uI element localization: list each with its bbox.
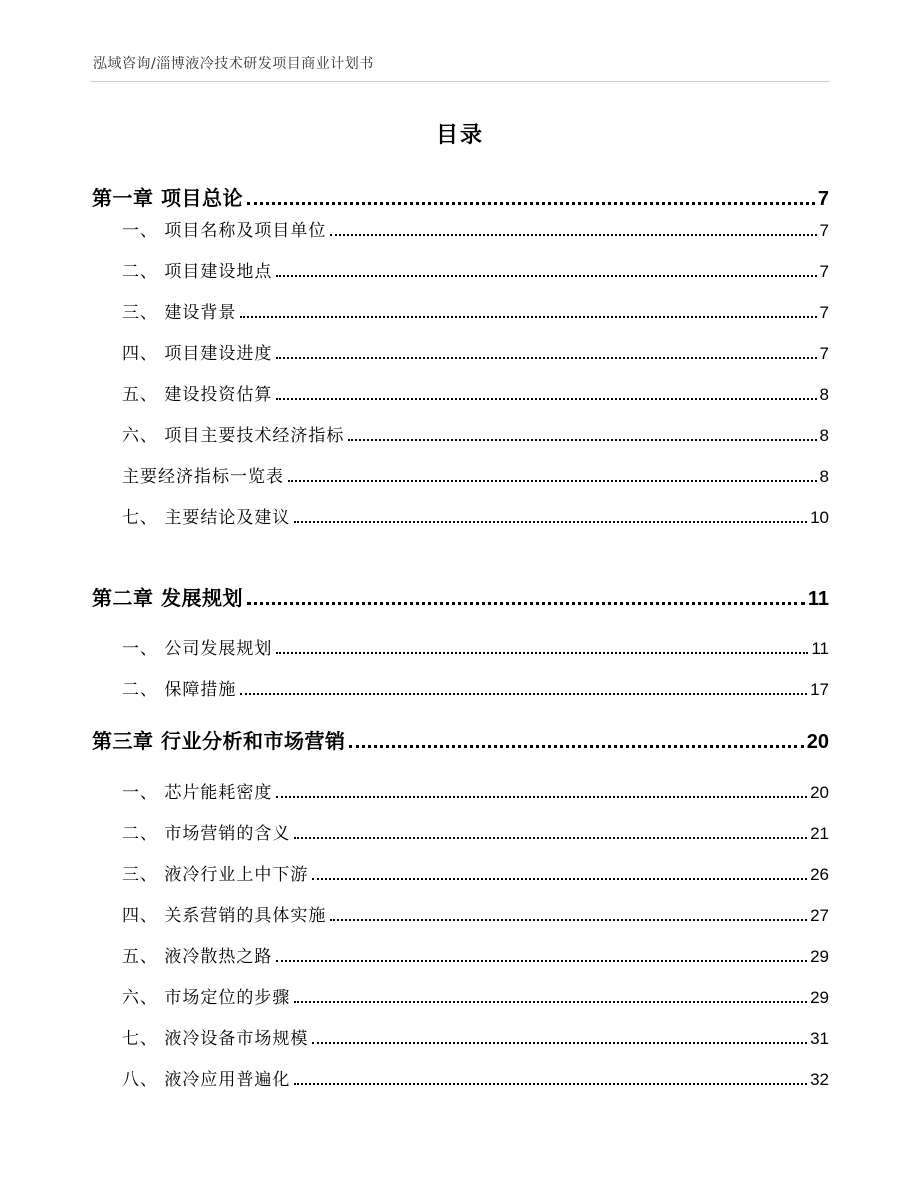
dot-leader xyxy=(288,480,817,482)
toc-entry-label: 七、 主要结论及建议 xyxy=(122,508,291,528)
toc-entry-label: 第二章 发展规划 xyxy=(92,586,243,610)
toc-section-3-7[interactable] xyxy=(92,1025,829,1049)
toc-section-1-3[interactable] xyxy=(92,299,829,323)
toc-entry-label: 四、 项目建设进度 xyxy=(122,344,273,364)
toc-section-1-2[interactable] xyxy=(92,258,829,282)
toc-section-3-3[interactable] xyxy=(92,861,829,885)
toc-entry-label: 第一章 项目总论 xyxy=(92,186,243,210)
dot-leader xyxy=(312,1042,807,1044)
toc-section-1-7[interactable] xyxy=(92,504,829,528)
toc-page-number: 8 xyxy=(819,467,829,486)
toc-page-number: 10 xyxy=(810,508,829,527)
toc-page-number: 17 xyxy=(810,680,829,699)
toc-page-number: 27 xyxy=(810,906,829,925)
dot-leader xyxy=(330,234,816,236)
dot-leader xyxy=(247,602,805,605)
toc-entry-label: 五、 液冷散热之路 xyxy=(122,947,273,967)
dot-leader xyxy=(276,652,808,654)
toc-page-number: 20 xyxy=(806,731,829,753)
toc-chapter-1[interactable] xyxy=(92,183,829,211)
dot-leader xyxy=(330,919,807,921)
dot-leader xyxy=(348,439,816,441)
toc-entry-label: 一、 芯片能耗密度 xyxy=(122,783,273,803)
dot-leader xyxy=(276,357,816,359)
dot-leader xyxy=(240,316,816,318)
toc-page-number: 7 xyxy=(819,303,829,322)
toc-page-number: 32 xyxy=(810,1070,829,1089)
toc-section-3-4[interactable] xyxy=(92,902,829,926)
toc-entry-label: 七、 液冷设备市场规模 xyxy=(122,1029,309,1049)
dot-leader xyxy=(349,745,803,748)
toc-entry-label: 第三章 行业分析和市场营销 xyxy=(92,729,346,753)
dot-leader xyxy=(276,796,807,798)
toc-section-3-6[interactable] xyxy=(92,984,829,1008)
dot-leader xyxy=(312,878,807,880)
dot-leader xyxy=(294,837,807,839)
toc-title: 目录 xyxy=(435,123,484,148)
running-header: 泓域咨询/淄博液冷技术研发项目商业计划书 xyxy=(93,56,374,72)
dot-leader xyxy=(247,202,815,205)
toc-page-number: 20 xyxy=(810,783,829,802)
toc-entry-label: 六、 市场定位的步骤 xyxy=(122,988,291,1008)
toc-section-3-1[interactable] xyxy=(92,779,829,803)
dot-leader xyxy=(294,521,807,523)
toc-entry-label: 四、 关系营销的具体实施 xyxy=(122,906,327,926)
toc-section-2-1[interactable] xyxy=(92,635,829,659)
toc-entry-label: 五、 建设投资估算 xyxy=(122,385,273,405)
dot-leader xyxy=(240,693,807,695)
toc-page-number: 7 xyxy=(819,262,829,281)
toc-section-3-2[interactable] xyxy=(92,820,829,844)
toc-section-3-8[interactable] xyxy=(92,1066,829,1090)
toc-entry-label: 八、 液冷应用普遍化 xyxy=(122,1070,291,1090)
toc-chapter-3[interactable] xyxy=(92,726,829,754)
toc-page-number: 7 xyxy=(817,188,829,210)
toc-page-number: 29 xyxy=(810,988,829,1007)
toc-page-number: 8 xyxy=(819,385,829,404)
toc-page-number: 7 xyxy=(819,344,829,363)
dot-leader xyxy=(276,275,816,277)
toc-page-number: 29 xyxy=(810,947,829,966)
toc-page-number: 8 xyxy=(819,426,829,445)
toc-section-1-4[interactable] xyxy=(92,340,829,364)
toc-entry-label: 一、 公司发展规划 xyxy=(122,639,273,659)
toc-page-number: 11 xyxy=(811,639,829,658)
toc-table-entry[interactable] xyxy=(92,463,829,487)
toc-entry-label: 二、 项目建设地点 xyxy=(122,262,273,282)
toc-page-number: 26 xyxy=(810,865,829,884)
dot-leader xyxy=(294,1001,807,1003)
toc-page-number: 7 xyxy=(819,221,829,240)
toc-entry-label: 二、 保障措施 xyxy=(122,680,237,700)
header-divider xyxy=(90,81,830,82)
toc-entry-label: 主要经济指标一览表 xyxy=(122,467,284,487)
toc-entry-label: 三、 液冷行业上中下游 xyxy=(122,865,309,885)
toc-entry-label: 一、 项目名称及项目单位 xyxy=(122,221,327,241)
toc-section-3-5[interactable] xyxy=(92,943,829,967)
toc-section-2-2[interactable] xyxy=(92,676,829,700)
toc-section-1-1[interactable] xyxy=(92,217,829,241)
toc-entry-label: 六、 项目主要技术经济指标 xyxy=(122,426,345,446)
toc-entry-label: 三、 建设背景 xyxy=(122,303,237,323)
toc-page-number: 11 xyxy=(807,588,829,610)
toc-entry-label: 二、 市场营销的含义 xyxy=(122,824,291,844)
toc-chapter-2[interactable] xyxy=(92,583,829,611)
toc-section-1-5[interactable] xyxy=(92,381,829,405)
dot-leader xyxy=(276,960,807,962)
toc-section-1-6[interactable] xyxy=(92,422,829,446)
dot-leader xyxy=(294,1083,807,1085)
toc-page-number: 21 xyxy=(810,824,829,843)
dot-leader xyxy=(276,398,816,400)
toc-page-number: 31 xyxy=(810,1029,829,1048)
